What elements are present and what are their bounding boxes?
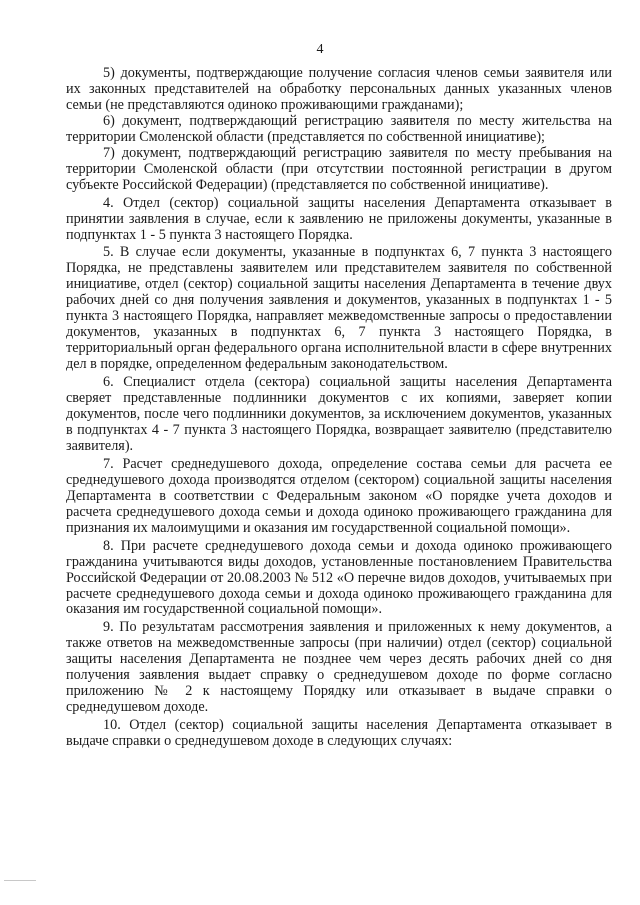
paragraph-section-10: 10. Отдел (сектор) социальной защиты населения Департамента отказывает в выдаче справки о среднедушевом доходе в следующих случаях: xyxy=(66,717,612,750)
document-body xyxy=(66,66,612,752)
paragraph-section-7: 7. Расчет среднедушевого дохода, определение состава семьи для расчета ее среднедушевого дохода производятся отделом (сектором) социальной защиты населения Департамента в соответствии с Федеральным законом «О порядке учета доходов и расчета среднедушевого дохода семьи и дохода одиноко проживающего гражданина для признания их малоимущими и оказания им государственной социальной помощи». xyxy=(66,455,612,536)
paragraph-section-5: 5. В случае если документы, указанные в подпунктах 6, 7 пункта 3 настоящего Порядка, не представлены заявителем или представителем заявителя по собственной инициативе, отдел (сектор) социальной защиты населения Департамента в течение двух рабочих дней со дня получения заявления и документов, указанных в подпунктах 1 - 5 пункта 3 настоящего Порядка, направляет межведомственные запросы о предоставлении документов, указанных в подпунктах 6, 7 пункта 3 настоящего Порядка, в территориальный орган федерального органа исполнительной власти в сфере внутренних дел в порядке, определенном федеральным законодательством. xyxy=(66,244,612,373)
paragraph-item-6: 6) документ, подтверждающий регистрацию заявителя по месту жительства на территории Смоленской области (представляется по собственной инициативе); xyxy=(66,112,612,145)
paragraph-section-4: 4. Отдел (сектор) социальной защиты населения Департамента отказывает в принятии заявления в случае, если к заявлению не приложены документы, указанные в подпунктах 1 - 5 пункта 3 настоящего Порядка. xyxy=(66,194,612,243)
page-number: 4 xyxy=(316,42,324,57)
paragraph-item-7: 7) документ, подтверждающий регистрацию заявителя по месту пребывания на территории Смоленской области (при отсутствии постоянной регистрации в другом субъекте Российской Федерации) (представляется по собственной инициативе). xyxy=(66,144,612,193)
scan-margin-mark xyxy=(4,880,36,881)
paragraph-section-6: 6. Специалист отдела (сектора) социальной защиты населения Департамента сверяет представленные подлинники документов с их копиями, заверяет копии документов, после чего подлинники документов, за исключением документов, указанных в подпунктах 4 - 7 пункта 3 настоящего Порядка, возвращает заявителю (представителю заявителя). xyxy=(66,374,612,454)
paragraph-section-8: 8. При расчете среднедушевого дохода семьи и дохода одиноко проживающего гражданина учитываются виды доходов, установленные постановлением Правительства Российской Федерации от 20.08.2003 № 512 «О перечне видов доходов, учитываемых при расчете среднедушевого дохода семьи и дохода одиноко проживающего гражданина для оказания им государственной социальной помощи». xyxy=(66,537,612,618)
paragraph-item-5: 5) документы, подтверждающие получение согласия членов семьи заявителя или их законных представителей на обработку персональных данных указанных членов семьи (не представляются одиноко проживающими гражданами); xyxy=(66,65,612,113)
paragraph-section-9: 9. По результатам рассмотрения заявления и приложенных к нему документов, а также ответов на межведомственные запросы (при наличии) отдел (сектор) социальной защиты населения Департамента не позднее чем через десять рабочих дней со дня получения заявления выдает справку о среднедушевом доходе по форме согласно приложению № 2 к настоящему Порядку или отказывает в выдаче справки о среднедушевом доходе. xyxy=(66,619,612,716)
